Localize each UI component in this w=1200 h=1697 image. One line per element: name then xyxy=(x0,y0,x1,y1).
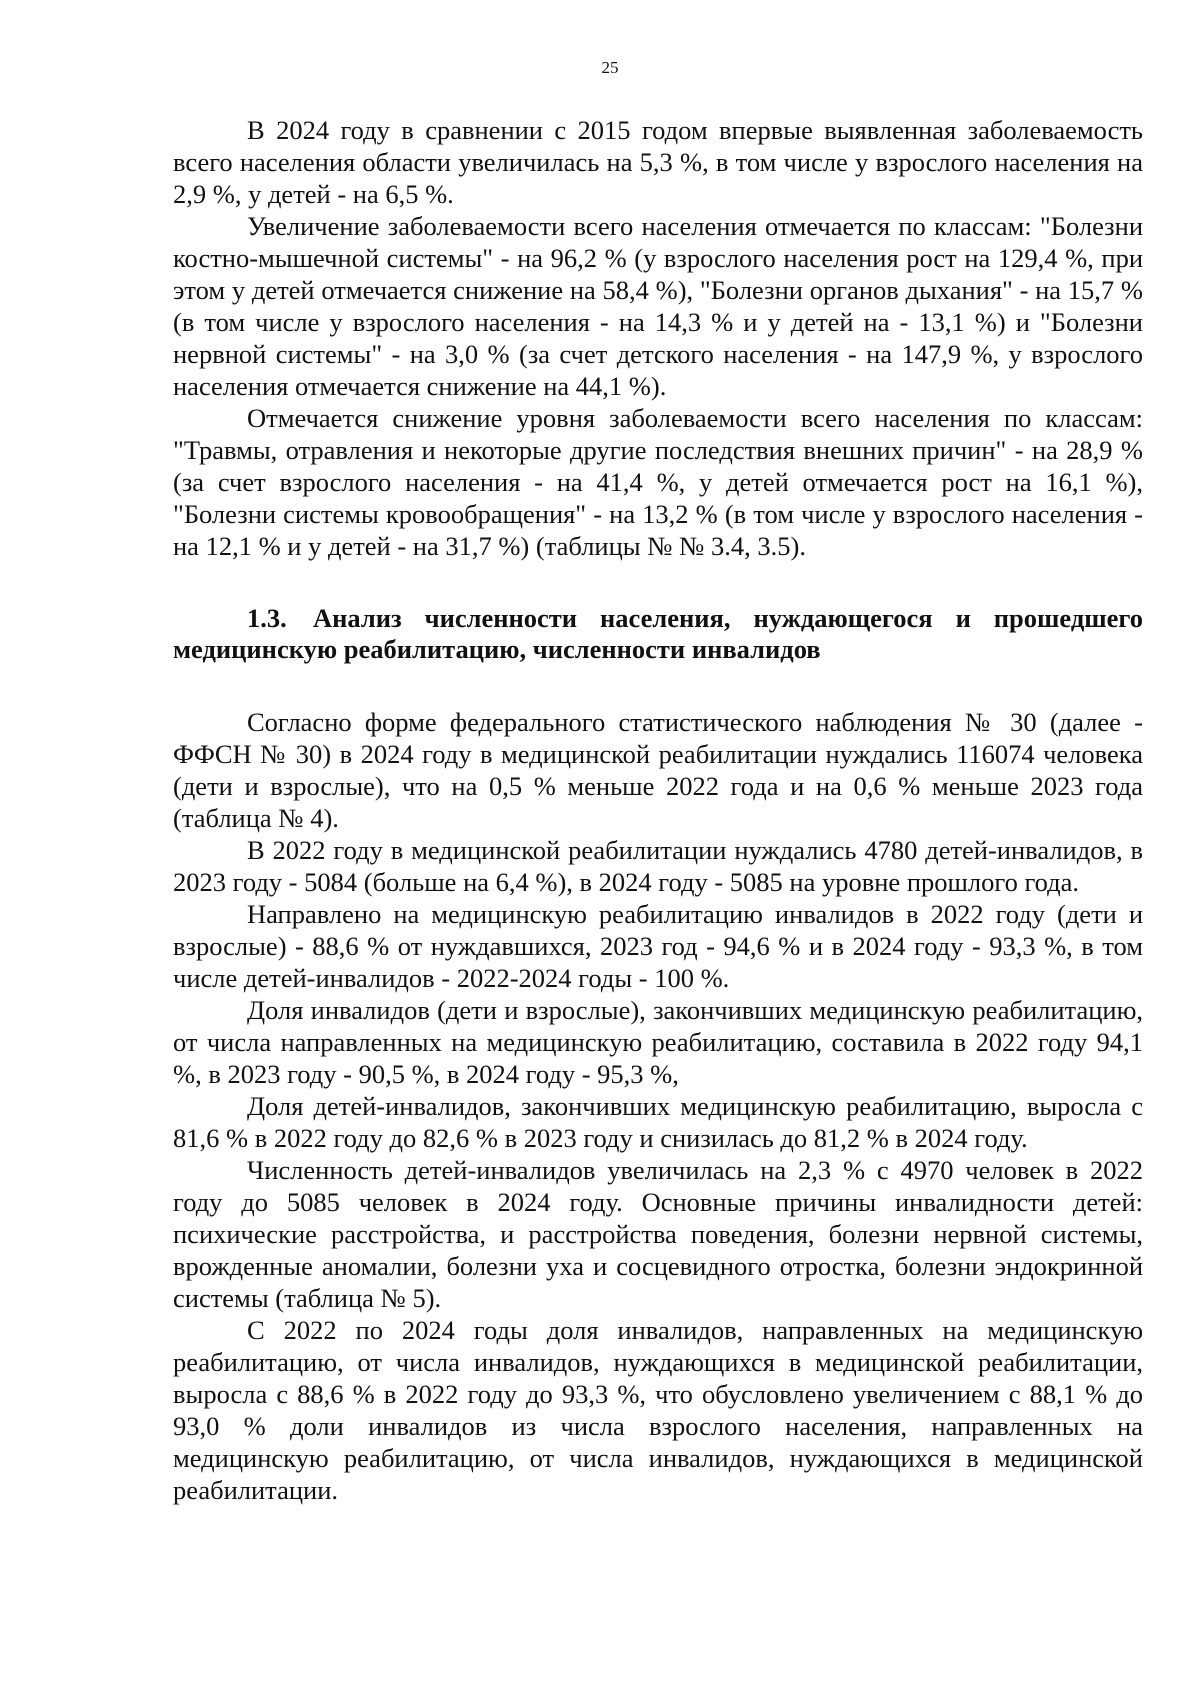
paragraph-disabled-children-count: Численность детей-инвалидов увеличилась на 2,3 % с 4970 человек в 2022 году до 5085 человек в 2024 году. Основные причины инвалидности детей: психические расстройства, и расстройства поведения, болезни нервной системы, врожденные аномалии, болезни уха и сосцевидного отростка, болезни эндокринной системы (таблица № 5). xyxy=(173,1155,1143,1313)
paragraph-incidence-increase-classes: Увеличение заболеваемости всего населения отмечается по классам: "Болезни костно-мышечной системы" - на 96,2 % (у взрослого населения рост на 129,4 %, при этом у детей отмечается снижение на 58,4 %), "Болезни органов дыхания" - на 15,7 % (в том числе у взрослого населения - на 14,3 % и у детей на - 13,1 %) и "Болезни нервной системы" - на 3,0 % (за счет детского населения - на 147,9 %, у взрослого населения отмечается снижение на 44,1 %). xyxy=(173,211,1143,401)
section-number: 1.3. xyxy=(247,603,287,633)
spacer xyxy=(173,665,1143,706)
page-content xyxy=(173,114,1143,1506)
paragraph-children-rehab-completed: Доля детей-инвалидов, закончивших медицинскую реабилитацию, выросла с 81,6 % в 2022 году до 82,6 % в 2023 году и снизилась до 81,2 % в 2024 году. xyxy=(173,1091,1143,1153)
paragraph-rehab-completed: Доля инвалидов (дети и взрослые), закончивших медицинскую реабилитацию, от числа направленных на медицинскую реабилитацию, составила в 2022 году 94,1 %, в 2023 году - 90,5 %, в 2024 году - 95,3 %, xyxy=(173,995,1143,1089)
paragraph-rehab-need: Согласно форме федерального статистического наблюдения № 30 (далее - ФФСН № 30) в 2024 году в медицинской реабилитации нуждались 116074 человека (дети и взрослые), что на 0,5 % меньше 2022 года и на 0,6 % меньше 2023 года (таблица № 4). xyxy=(173,707,1143,833)
page-number: 25 xyxy=(601,58,619,77)
paragraph-rehab-referred: Направлено на медицинскую реабилитацию инвалидов в 2022 году (дети и взрослые) - 88,6 % от нуждавшихся, 2023 год - 94,6 % и в 2024 году - 93,3 %, в том числе детей-инвалидов - 2022-2024 годы - 100 %. xyxy=(173,899,1143,993)
paragraph-children-rehab-need: В 2022 году в медицинской реабилитации нуждались 4780 детей-инвалидов, в 2023 году - 5084 (больше на 6,4 %), в 2024 году - 5085 на уровне прошлого года. xyxy=(173,835,1143,897)
paragraph-incidence-decrease-classes: Отмечается снижение уровня заболеваемости всего населения по классам: "Травмы, отравления и некоторые другие последствия внешних причин" - на 28,9 % (за счет взрослого населения - на 41,4 %, у детей отмечается рост на 16,1 %), "Болезни системы кровообращения" - на 13,2 % (в том числе у взрослого населения - на 12,1 % и у детей - на 31,7 %) (таблицы № № 3.4, 3.5). xyxy=(173,403,1143,561)
paragraph-incidence-growth: В 2024 году в сравнении с 2015 годом впервые выявленная заболеваемость всего населения области увеличилась на 5,3 %, в том числе у взрослого населения на 2,9 %, у детей - на 6,5 %. xyxy=(173,115,1143,209)
section-heading xyxy=(173,603,1143,665)
paragraph-rehab-share-trend: С 2022 по 2024 годы доля инвалидов, направленных на медицинскую реабилитацию, от числа инвалидов, нуждающихся в медицинской реабилитации, выросла с 88,6 % в 2022 году до 93,3 %, что обусловлено увеличением с 88,1 % до 93,0 % доли инвалидов из числа взрослого населения, направленных на медицинскую реабилитацию, от числа инвалидов, нуждающихся в медицинской реабилитации. xyxy=(173,1315,1143,1505)
spacer xyxy=(173,562,1143,603)
section-title: Анализ численности населения, нуждающегося и прошедшего медицинскую реабилитацию, численности инвалидов xyxy=(173,603,1143,664)
